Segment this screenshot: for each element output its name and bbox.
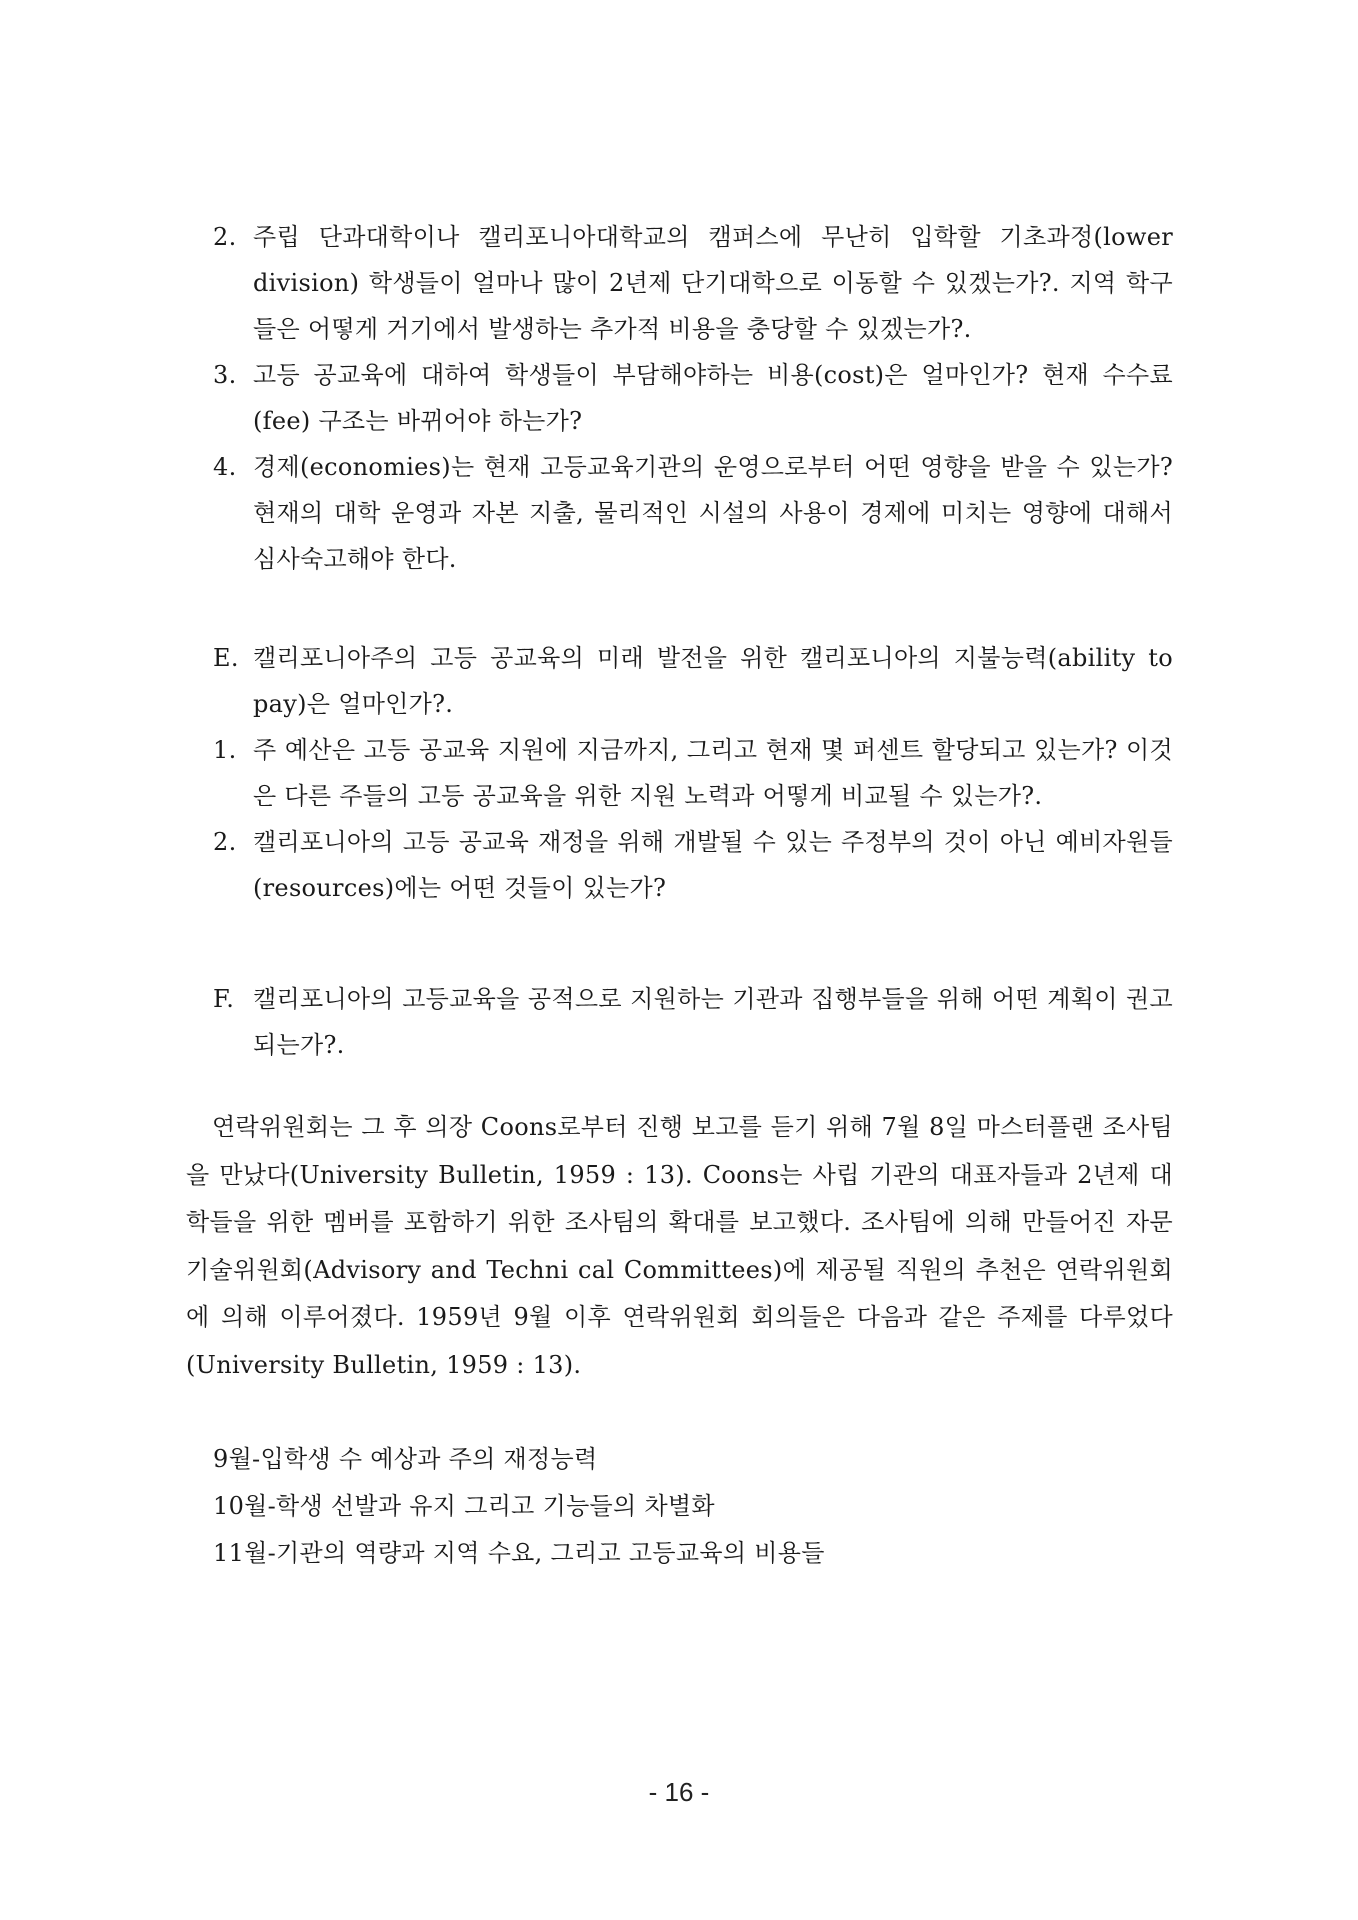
item-marker: 2. [213, 223, 237, 251]
page-number: - 16 - [648, 1777, 710, 1807]
schedule-item: 10월-학생 선발과 유지 그리고 기능들의 차별화 [213, 1492, 715, 1520]
item-marker: 2. [213, 828, 237, 856]
item-text: 캘리포니아의 고등 공교육 재정을 위해 개발될 수 있는 주정부의 것이 아닌 예비자원들(resources)에는 어떤 것들이 있는가? [253, 828, 1173, 902]
body-paragraph [186, 1104, 1173, 1389]
list-item [213, 819, 1173, 911]
section-text: 캘리포니아의 고등교육을 공적으로 지원하는 기관과 집행부들을 위해 어떤 계획이 권고되는가?. [253, 985, 1173, 1059]
paragraph-text: 연락위원회는 그 후 의장 Coons로부터 진행 보고를 듣기 위해 7월 8일 마스터플랜 조사팀을 만났다(University Bulletin, 1959 : 13). Coons는 사립 기관의 대표자들과 2년제 대학들을 위한 멤버를 포함하기 위한 조사팀의 확대를 보고했다. 조사팀에 의해 만들어진 자문기술위원회(Advisory and Techni cal Committees)에 제공될 직원의 추천은 연락위원회에 의해 이루어졌다. 1959년 9월 이후 연락위원회 회의들은 다음과 같은 주제를 다루었다(University Bulletin, 1959 : 13). [186, 1113, 1173, 1379]
schedule-item: 11월-기관의 역량과 지역 수요, 그리고 고등교육의 비용들 [213, 1539, 825, 1567]
list-item [213, 214, 1173, 352]
item-marker: 4. [213, 453, 237, 481]
item-text: 경제(economies)는 현재 고등교육기관의 운영으로부터 어떤 영향을 받을 수 있는가? 현재의 대학 운영과 자본 지출, 물리적인 시설의 사용이 경제에 미치는 영향에 대해서 심사숙고해야 한다. [253, 453, 1173, 573]
list-item [213, 444, 1173, 582]
section-marker: F. [213, 985, 235, 1013]
section-heading [213, 635, 1173, 727]
item-text: 주립 단과대학이나 캘리포니아대학교의 캠퍼스에 무난히 입학할 기초과정(lower division) 학생들이 얼마나 많이 2년제 단기대학으로 이동할 수 있겠는가?. 지역 학구들은 어떻게 거기에서 발생하는 추가적 비용을 충당할 수 있겠는가?. [253, 223, 1173, 343]
item-marker: 1. [213, 736, 237, 764]
list-item [213, 352, 1173, 444]
item-text: 고등 공교육에 대하여 학생들이 부담해야하는 비용(cost)은 얼마인가? 현재 수수료(fee) 구조는 바뀌어야 하는가? [253, 361, 1173, 435]
list-item [213, 727, 1173, 819]
section-text: 캘리포니아주의 고등 공교육의 미래 발전을 위한 캘리포니아의 지불능력(ability to pay)은 얼마인가?. [253, 644, 1173, 718]
section-marker: E. [213, 644, 239, 672]
item-text: 주 예산은 고등 공교육 지원에 지금까지, 그리고 현재 몇 퍼센트 할당되고 있는가? 이것은 다른 주들의 고등 공교육을 위한 지원 노력과 어떻게 비교될 수 있는가?. [253, 736, 1173, 810]
section-heading [213, 976, 1173, 1068]
section-e [213, 635, 1173, 911]
section-d-list [213, 214, 1173, 582]
section-f [213, 976, 1173, 1068]
schedule-item: 9월-입학생 수 예상과 주의 재정능력 [213, 1445, 598, 1473]
item-marker: 3. [213, 361, 237, 389]
